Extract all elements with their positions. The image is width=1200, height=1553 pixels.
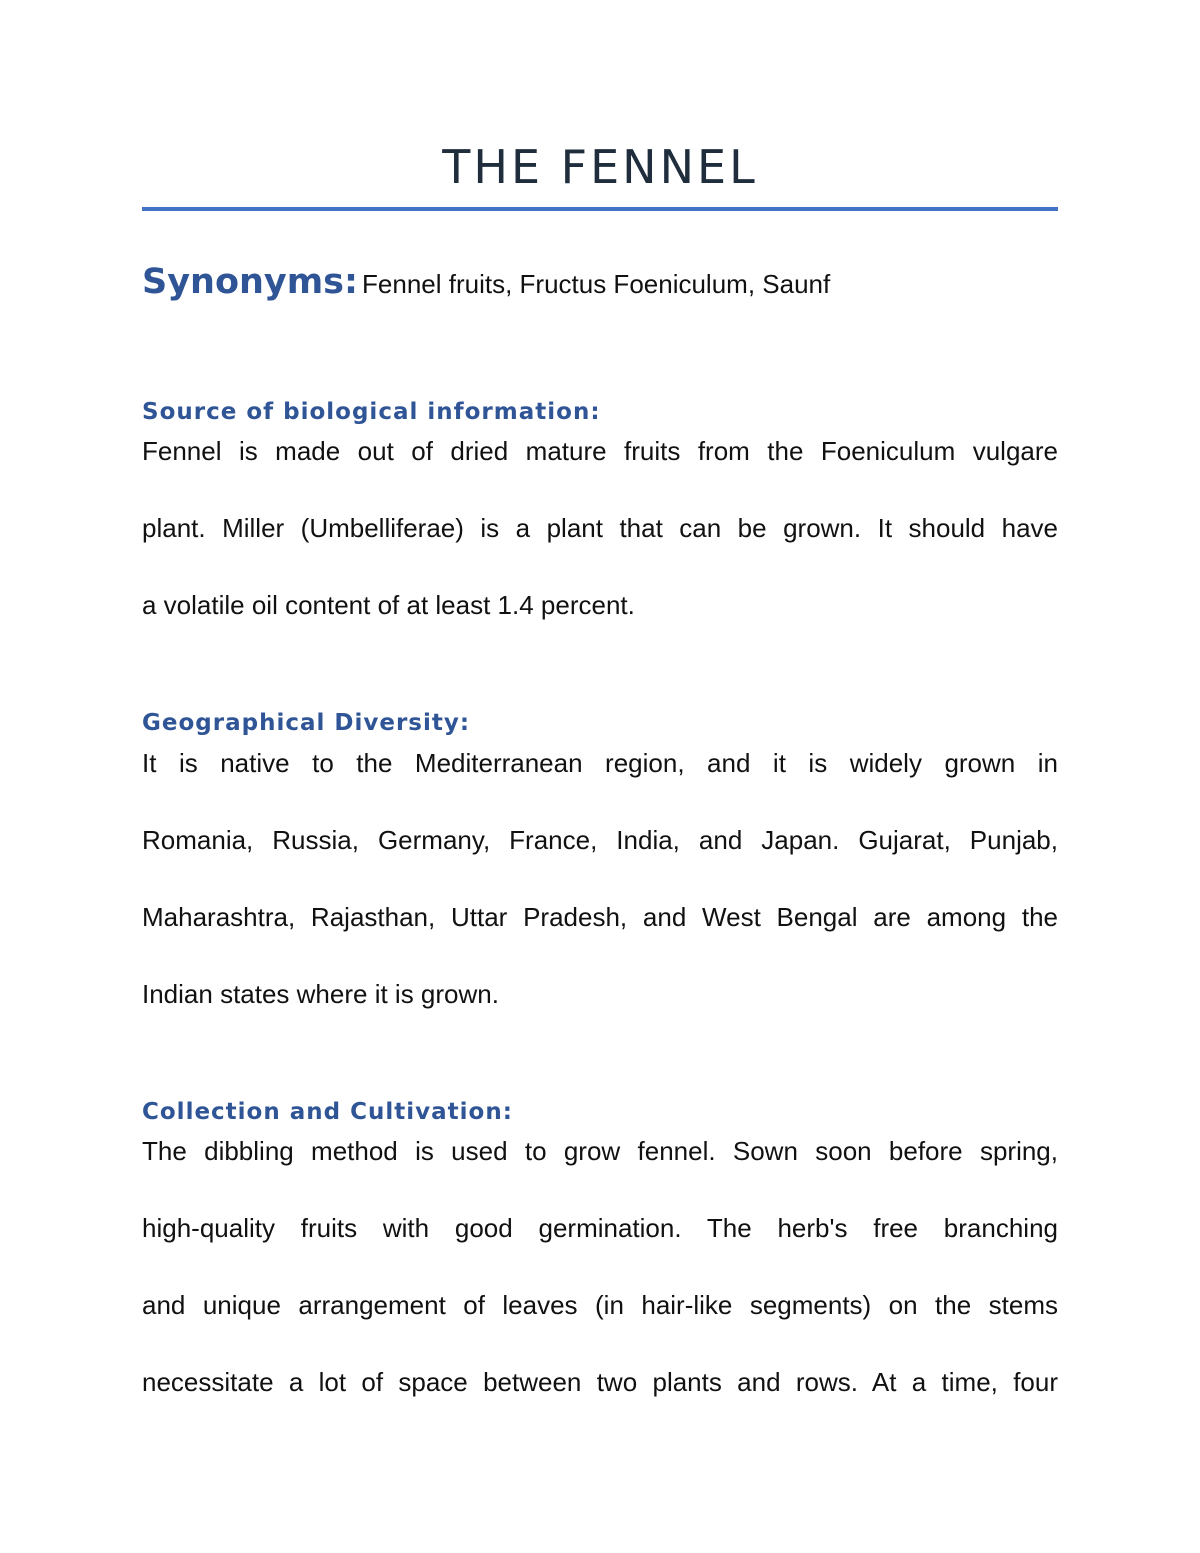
paragraph-line: a volatile oil content of at least 1.4 percent. (142, 590, 635, 620)
section-heading-collection: Collection and Cultivation: (142, 1099, 513, 1125)
synonyms-text: Fennel fruits, Fructus Foeniculum, Saunf (362, 269, 831, 299)
title-underline-rule (142, 207, 1058, 211)
paragraph-line: Romania, Russia, Germany, France, India, and Japan. Gujarat, Punjab, (142, 825, 1058, 855)
document-title: THE FENNEL (442, 140, 758, 194)
paragraph-line: plant. Miller (Umbelliferae) is a plant that can be grown. It should have (142, 513, 1058, 543)
paragraph-line: high-quality fruits with good germination. The herb's free branching (142, 1213, 1058, 1243)
paragraph-line: necessitate a lot of space between two plants and rows. At a time, four (142, 1367, 1058, 1397)
paragraph-line: The dibbling method is used to grow fennel. Sown soon before spring, (142, 1136, 1058, 1166)
paragraph-line: Maharashtra, Rajasthan, Uttar Pradesh, and West Bengal are among the (142, 902, 1058, 932)
section-body-source (142, 413, 1058, 644)
paragraph-line: Fennel is made out of dried mature fruits from the Foeniculum vulgare (142, 436, 1058, 466)
paragraph-line: Indian states where it is grown. (142, 979, 499, 1009)
section-heading-geography: Geographical Diversity: (142, 710, 471, 736)
section-body-geography (142, 725, 1058, 1033)
synonyms-label: Synonyms: (142, 262, 359, 302)
document-page (142, 0, 1058, 1553)
section-heading-source: Source of biological information: (142, 399, 601, 425)
paragraph-line: It is native to the Mediterranean region, and it is widely grown in (142, 748, 1058, 778)
paragraph-line: and unique arrangement of leaves (in hair-like segments) on the stems (142, 1290, 1058, 1320)
section-body-collection (142, 1113, 1058, 1421)
synonyms-line (142, 257, 1058, 314)
